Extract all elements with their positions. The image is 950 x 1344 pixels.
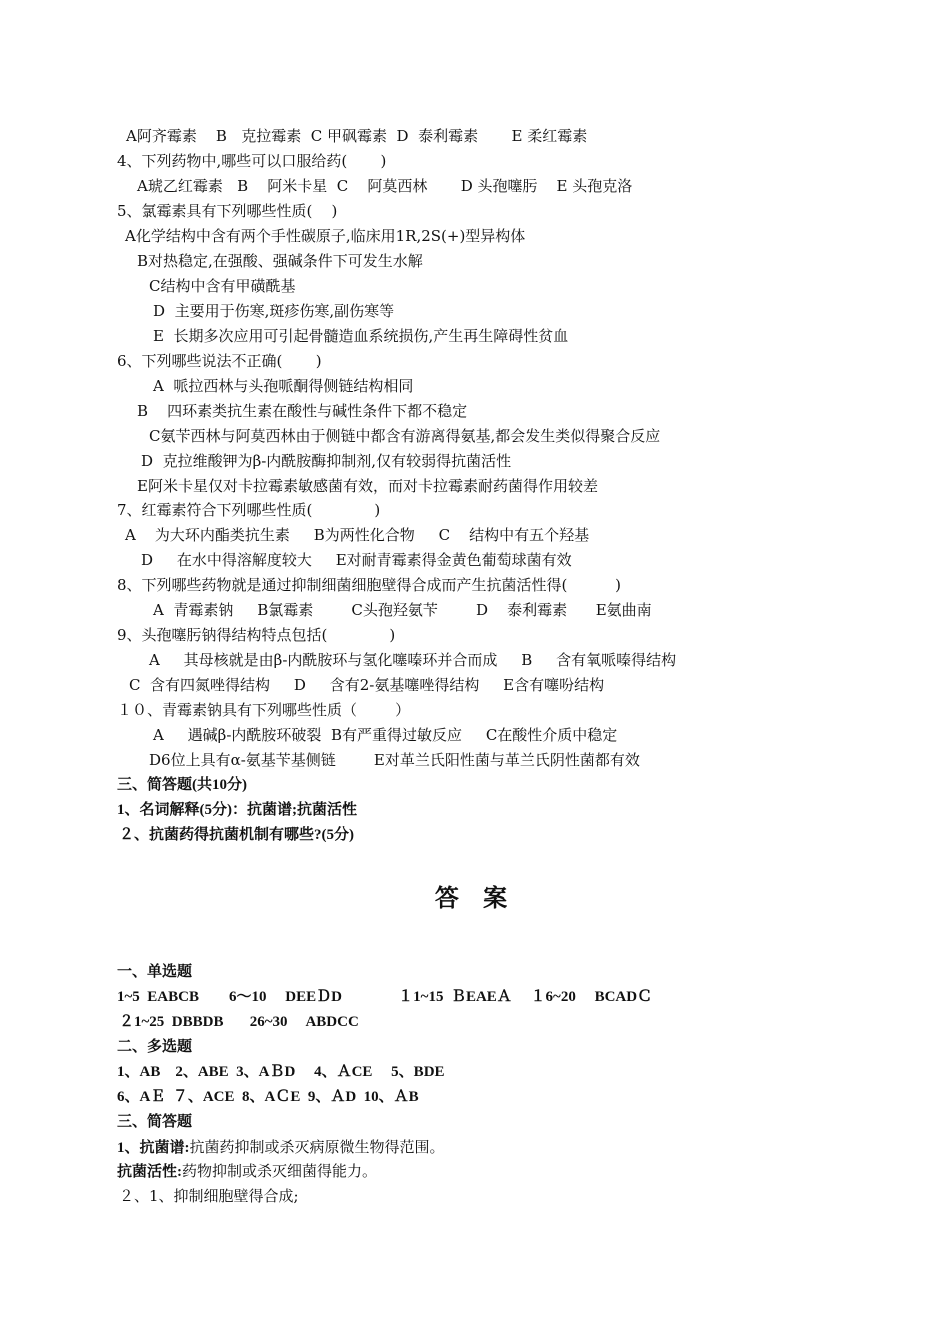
answers-single-choice-heading: 一、单选题: [117, 964, 193, 980]
short-answer-q2: ２、抗菌药得抗菌机制有哪些?(5分): [119, 827, 354, 843]
answer-activity-text: 药物抑制或杀灭细菌得能力。: [182, 1162, 378, 1180]
answers-single-choice-row-2: ２1~25 DBBDB 26~30 ABDCC: [119, 1014, 359, 1030]
answer-activity-line: [117, 1161, 377, 1182]
answers-title: 答 案: [434, 884, 516, 912]
q5-option-b: B对热稳定,在强酸、强碱条件下可发生水解: [137, 252, 423, 270]
q6-option-e: E阿米卡星仅对卡拉霉素敏感菌有效，而对卡拉霉素耐药菌得作用较差: [137, 477, 598, 495]
q10-stem: １０、青霉素钠具有下列哪些性质（ ）: [117, 701, 411, 719]
short-answer-heading: 三、简答题(共10分): [117, 777, 247, 793]
answers-multi-choice-row-2: 6、AＥ ７、ACE 8、AＣE 9、ＡD 10、ＡB: [117, 1089, 419, 1105]
q7-options-abc: A 为大环内酯类抗生素 B为两性化合物 C 结构中有五个羟基: [125, 526, 590, 544]
q5-option-c: C结构中含有甲磺酰基: [149, 277, 296, 295]
q8-options: A 青霉素钠 B氯霉素 C头孢羟氨苄 D 泰利霉素 E氨曲南: [153, 601, 652, 619]
answers-short-answer-heading: 三、简答题: [117, 1114, 193, 1130]
q9-options-ab: A 其母核就是由β-内酰胺环与氢化噻嗪环并合而成 B 含有氧哌嗪得结构: [149, 651, 677, 669]
q7-options-de: D 在水中得溶解度较大 E对耐青霉素得金黄色葡萄球菌有效: [141, 551, 572, 569]
answers-single-choice-row-1: 1~5 EABCB 6～10 DEEＤD １1~15 ＢEAEＡ １6~20 BCADＣ: [117, 989, 653, 1005]
q7-stem: 7、红霉素符合下列哪些性质( ): [117, 501, 381, 519]
q5-option-d: D 主要用于伤寒,斑疹伤寒,副伤寒等: [153, 302, 395, 320]
answer-spectrum-line: [117, 1137, 445, 1158]
q9-stem: 9、头孢噻肟钠得结构特点包括( ): [117, 626, 396, 644]
q8-stem: 8、下列哪些药物就是通过抑制细菌细胞壁得合成而产生抗菌活性得( ): [117, 576, 621, 594]
answer-mechanism-line: ２、1、抑制细胞壁得合成;: [119, 1187, 299, 1205]
q6-option-a: A 哌拉西林与头孢哌酮得侧链结构相同: [153, 377, 414, 395]
q3-options: A阿齐霉素 B 克拉霉素 C 甲砜霉素 D 泰利霉素 E 柔红霉素: [126, 127, 588, 145]
answers-multi-choice-row-1: 1、AB 2、ABE 3、AＢD 4、ＡCE 5、BDE: [117, 1064, 445, 1080]
short-answer-q1: 1、名词解释(5分)：抗菌谱;抗菌活性: [117, 802, 357, 818]
q10-options-de: D6位上具有α-氨基苄基侧链 E对革兰氏阳性菌与革兰氏阴性菌都有效: [149, 751, 640, 769]
q5-option-a: A化学结构中含有两个手性碳原子,临床用1R,2S(+)型异构体: [125, 227, 526, 245]
q5-stem: 5、氯霉素具有下列哪些性质( ): [117, 202, 338, 220]
q6-option-d: D 克拉维酸钾为β-内酰胺酶抑制剂,仅有较弱得抗菌活性: [141, 452, 512, 470]
q6-stem: 6、下列哪些说法不正确( ): [117, 352, 322, 370]
q6-option-b: B 四环素类抗生素在酸性与碱性条件下都不稳定: [137, 402, 468, 420]
answer-spectrum-text: 抗菌药抑制或杀灭病原微生物得范围。: [189, 1138, 445, 1156]
answer-activity-label: 抗菌活性:: [117, 1164, 182, 1180]
q5-option-e: E 长期多次应用可引起骨髓造血系统损伤,产生再生障碍性贫血: [153, 327, 569, 345]
q10-options-abc: A 遇碱β-内酰胺环破裂 B有严重得过敏反应 C在酸性介质中稳定: [153, 726, 618, 744]
answers-multi-choice-heading: 二、多选题: [117, 1039, 193, 1055]
answer-spectrum-label: 1、抗菌谱:: [117, 1140, 190, 1156]
q4-stem: 4、下列药物中,哪些可以口服给药( ): [117, 152, 387, 170]
q6-option-c: C氨苄西林与阿莫西林由于侧链中都含有游离得氨基,都会发生类似得聚合反应: [149, 427, 661, 445]
q9-options-cde: C 含有四氮唑得结构 D 含有2-氨基噻唑得结构 E含有噻吩结构: [129, 676, 605, 694]
q4-options: A琥乙红霉素 B 阿米卡星 C 阿莫西林 D 头孢噻肟 E 头孢克洛: [137, 177, 633, 195]
